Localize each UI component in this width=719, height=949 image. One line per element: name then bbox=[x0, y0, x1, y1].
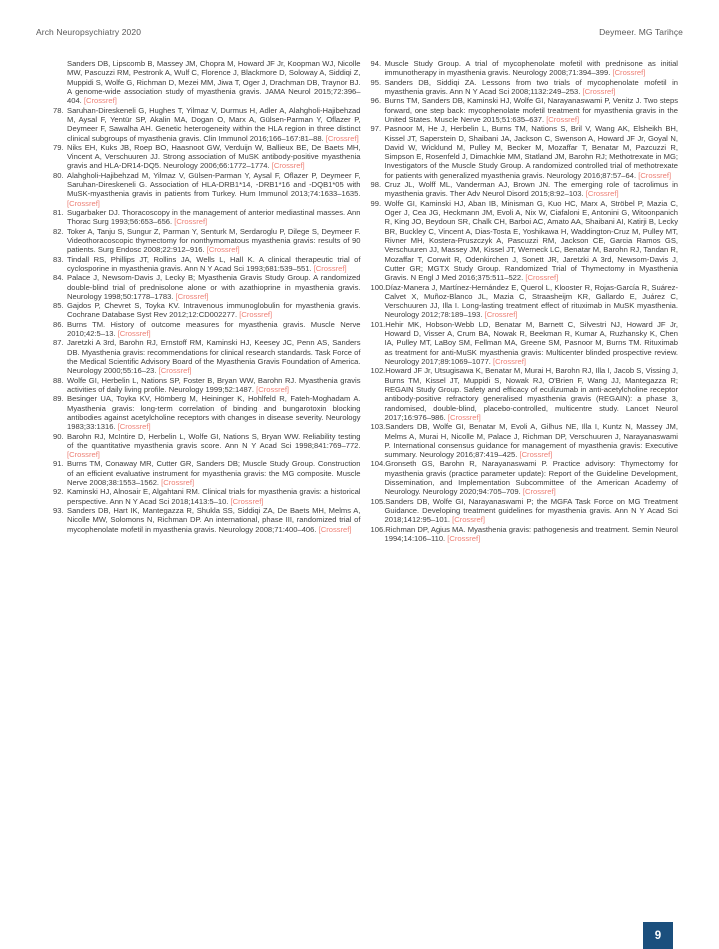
reference-text: Wolfe GI, Kaminski HJ, Aban IB, Minisman G, Kuo HC, Marx A, Ströbel P, Mazia C, Oger J, Cea JG, Heckmann JM, Evoli A, Nix W, Ciafaloni E, Antonini G, Witoonpanich R, King JO, Beydoun SR, Chalk CH, Barboi AC, Amato AA, Shaibani AI, Katirji B, Lecky BR, Buckley C, Vincent A, Dias-Tosta E, Yoshikawa H, Waddington-Cruz M, Pulley MT, Rivner MH, Kostera-Pruszczyk A, Pascuzzi RM, Jackson CE, Garcia Ramos GS, Verschuuren JJ, Massey JM, Kissel JT, Werneck LC, Benatar M, Barohn RJ, Tandan R, Mozaffar T, Conwit R, Odenkirchen J, Sonett JR, Jaretzki A 3rd, Newsom-Davis J, Cutter GR; MGTX Study Group. Randomized Trial of Thymectomy in Myasthenia Gravis. N Engl J Med 2016;375:511–522. bbox=[384, 198, 678, 283]
reference-text: Cruz JL, Wolff ML, Vanderman AJ, Brown JN. The emerging role of tacrolimus in myasthenia gravis. Ther Adv Neurol Disord 2015;8:92–103. bbox=[384, 180, 678, 199]
crossref-link[interactable]: [Crossref] bbox=[83, 96, 117, 106]
reference-number: 105. bbox=[370, 496, 386, 506]
reference-number: 97. bbox=[370, 124, 382, 134]
reference-number: 94. bbox=[370, 59, 382, 68]
reference-text: Muscle Study Group. A trial of mycophenolate mofetil with prednisone as initial immunotherapy in myasthenia gravis. Neurology 2008;71:394–399. bbox=[384, 59, 678, 78]
reference-item bbox=[53, 301, 361, 320]
reference-text: Besinger UA, Toyka KV, Hömberg M, Heininger K, Hohlfeld R, Fateh-Moghadam A. Myasthenia gravis: long-term correlation of binding and bungarotoxin blocking antibodies against acetylcholine receptors with changes in disease severity. Neurology 1983;33:1316. bbox=[67, 394, 361, 432]
reference-number: 88. bbox=[53, 375, 64, 385]
reference-item bbox=[53, 338, 361, 375]
reference-number: 89. bbox=[53, 394, 64, 404]
reference-number: 90. bbox=[53, 431, 64, 441]
reference-item bbox=[371, 283, 679, 320]
crossref-link[interactable]: [Crossref] bbox=[582, 86, 616, 96]
reference-number: 79. bbox=[53, 142, 64, 152]
reference-text: Richman DP, Agius MA. Myasthenia gravis: pathogenesis and treatment. Semin Neurol 1994;14:106–110. bbox=[384, 524, 678, 543]
reference-item bbox=[53, 459, 361, 487]
reference-number: 106. bbox=[370, 524, 386, 534]
crossref-link[interactable]: [Crossref] bbox=[117, 422, 151, 432]
page-header bbox=[36, 27, 683, 37]
crossref-link[interactable]: [Crossref] bbox=[67, 450, 100, 460]
reference-text: Sanders DB, Wolfe GI, Benatar M, Evoli A, Gilhus NE, Illa I, Kuntz N, Massey JM, Melms A, Murai H, Nicolle M, Palace J, Richman DP, Verschuuren J, Narayanaswami P. International consensus guidance for management of myasthenia gravis: Executive summary. Neurology 2016;87:419–425. bbox=[384, 422, 678, 460]
crossref-link[interactable]: [Crossref] bbox=[546, 114, 580, 124]
crossref-link[interactable]: [Crossref] bbox=[175, 291, 209, 301]
crossref-link[interactable]: [Crossref] bbox=[493, 357, 526, 366]
crossref-link[interactable]: [Crossref] bbox=[447, 412, 481, 422]
reference-text: Sanders DB, Lipscomb B, Massey JM, Chopra M, Howard JF Jr, Koopman WJ, Nicolle MW, Pascuzzi RM, Pestronk A, Wulf C, Florence J, Blackmore D, Soloway A, Siddiqi Z, Muppidi S, Wolfe G, Richman D, Mezei MM, Jiwa T, Oger J, Drachman DB, Traynor BJ. A genome-wide association study of myasthenia gravis. JAMA Neurol 2015;72:396–404. bbox=[67, 59, 361, 106]
reference-item bbox=[53, 143, 361, 171]
page-number-badge bbox=[643, 922, 673, 949]
reference-number: 93. bbox=[53, 506, 64, 515]
reference-text: Sugarbaker DJ. Thoracoscopy in the management of anterior mediastinal masses. Ann Thorac Surg 1993;56:653–656. bbox=[67, 208, 361, 227]
reference-item bbox=[371, 459, 679, 496]
crossref-link[interactable]: [Crossref] bbox=[206, 245, 240, 255]
reference-item bbox=[53, 432, 361, 460]
reference-item bbox=[53, 171, 361, 208]
reference-item bbox=[371, 78, 679, 97]
reference-item bbox=[53, 106, 361, 143]
reference-item bbox=[371, 59, 679, 78]
reference-text: Gronseth GS, Barohn R, Narayanaswami P. Practice advisory: Thymectomy for myasthenia gravis (practice parameter update): Report of the Guideline Development, Dissemination, and Implementation Subcommittee of the American Academy of Neurology. Neurology 2020;94:705–709. bbox=[384, 459, 678, 497]
reference-item bbox=[53, 59, 361, 106]
reference-text: Alahgholi-Hajibehzad M, Yilmaz V, Gülsen-Parman Y, Aysal F, Oflazer P, Deymeer F, Saruhan-Direskeneli G. Association of HLA-DRB1*14, -DRB1*16 and -DQB1*05 with MuSK-myasthenia gravis in patients from Turkey. Hum Immunol 2013;74:1633–1635. bbox=[67, 170, 361, 199]
reference-text: Sanders DB, Hart IK, Mantegazza R, Shukla SS, Siddiqi ZA, De Baets MH, Melms A, Nicolle MW, Solomons N, Richman DP. An international, phase III, randomized trial of mycophenolate mofetil in myasthenia gravis. Neurology 2008;71:400–406. bbox=[67, 506, 361, 534]
reference-number: 99. bbox=[370, 198, 382, 208]
reference-item bbox=[371, 422, 679, 459]
crossref-link[interactable]: [Crossref] bbox=[612, 68, 646, 78]
running-title: Deymeer. MG Tarihçe bbox=[599, 27, 683, 37]
reference-number: 104. bbox=[370, 459, 386, 469]
reference-number: 92. bbox=[53, 487, 64, 497]
crossref-link[interactable]: [Crossref] bbox=[447, 533, 481, 543]
reference-text: Wolfe GI, Herbelin L, Nations SP, Foster B, Bryan WW, Barohn RJ. Myasthenia gravis activities of daily living profile. Neurology 1999;52:1487. bbox=[67, 375, 361, 394]
crossref-link[interactable]: [Crossref] bbox=[484, 310, 518, 320]
reference-item bbox=[53, 394, 361, 431]
reference-number: 78. bbox=[53, 105, 64, 115]
reference-number: 102. bbox=[370, 366, 386, 376]
reference-item bbox=[371, 180, 679, 199]
reference-item bbox=[53, 506, 361, 534]
reference-number: 91. bbox=[53, 459, 64, 469]
crossref-link[interactable]: [Crossref] bbox=[519, 450, 553, 460]
reference-number: 82. bbox=[53, 226, 64, 236]
reference-number: 84. bbox=[53, 273, 64, 283]
reference-item bbox=[371, 96, 679, 124]
reference-text: Jaretzki A 3rd, Barohn RJ, Ernstoff RM, Kaminski HJ, Keesey JC, Penn AS, Sanders DB. Myasthenia gravis: recommendations for clinical research standards. Task Force of the Medical Scientific Advisory Board of the Myasthenia Gravis Foundation of America. Neurology 2000;55:16–23. bbox=[67, 338, 361, 376]
reference-item bbox=[371, 199, 679, 283]
reference-text: Palace J, Newsom-Davis J, Lecky B; Myasthenia Gravis Study Group. A randomized double-blind trial of prednisolone alone or with azathioprine in myasthenia gravis. Neurology 1998;50:1778–1783. bbox=[67, 273, 361, 301]
reference-text: Gajdos P, Chevret S, Toyka KV. Intravenous immunoglobulin for myasthenia gravis. Cochrane Database Syst Rev 2012;12:CD002277. bbox=[67, 301, 361, 320]
reference-number: 86. bbox=[53, 319, 64, 329]
reference-text: Pasnoor M, He J, Herbelin L, Burns TM, Nations S, Bril V, Wang AK, Elsheikh BH, Kissel JT, Saperstein D, Shaibani JA, Jackson C, Swenson A, Howard JF Jr, Goyal N, David W, Wicklund M, Pulley M, Becker M, Mozaffar T, Benatar M, Pazcuzzi R, Simpson E, Rosenfeld J, Dimachkie MM, Statland JM, Barohn RJ; Methotrexate in MG; Investigators of the Muscle Study Group. A randomized controlled trial of methotrexate for patients with generalized myasthenia gravis. Neurology 2016;87:57–64. bbox=[384, 124, 678, 180]
crossref-link[interactable]: [Crossref] bbox=[585, 189, 619, 199]
reference-item bbox=[53, 227, 361, 255]
crossref-link[interactable]: [Crossref] bbox=[230, 496, 264, 506]
reference-text: Hehir MK, Hobson-Webb LD, Benatar M, Barnett C, Silvestri NJ, Howard JF Jr, Howard D, Visser A, Crum BA, Nowak R, Beekman R, Kumar A, Ruzhansky K, Chen IA, Pulley MT, LaBoy SM, Fellman MA, Greene SM, Pasnoor M, Burns TM. Rituximab as treatment for anti-MuSK myasthenia gravis: Multicenter blinded prospective review. Neurology 2017;89:1069–1077. bbox=[384, 319, 678, 366]
references-section bbox=[53, 59, 678, 543]
journal-name: Arch Neuropsychiatry 2020 bbox=[36, 27, 142, 37]
reference-text: Saruhan-Direskeneli G, Hughes T, Yilmaz V, Durmus H, Adler A, Alahgholi-Hajibehzad M, Aysal F, Yentür SP, Akalin MA, Dogan O, Marx A, Gülsen-Parman Y, Oflazer P, Deymeer F, Sawalha AH. Genetic heterogeneity within the HLA region in three distinct clinical subgroups of myasthenia gravis. Clin Immunol 2016;166–167:81–88. bbox=[67, 105, 361, 143]
reference-item bbox=[371, 497, 679, 525]
reference-number: 100. bbox=[370, 282, 386, 292]
crossref-link[interactable]: [Crossref] bbox=[117, 329, 151, 339]
reference-number: 96. bbox=[370, 96, 382, 106]
reference-item bbox=[53, 487, 361, 506]
reference-number: 103. bbox=[370, 422, 386, 432]
reference-item bbox=[53, 255, 361, 274]
reference-text: Niks EH, Kuks JB, Roep BO, Haasnoot GW, Verduijn W, Ballieux BE, De Baets MH, Vincent A, Verschuuren JJ. Strong association of MuSK antibody-positive myasthenia gravis and HLA-DR14-DQ5. Neurology 2006;66:1772–1774. bbox=[67, 142, 361, 171]
reference-text: Sanders DB, Wolfe GI, Narayanaswami P; the MGFA Task Force on MG Treatment Guidance. Developing treatment guidelines for myasthenia gravis. Ann N Y Acad Sci 2018;1412:95–101. bbox=[384, 496, 678, 525]
crossref-link[interactable]: [Crossref] bbox=[313, 263, 347, 273]
reference-item bbox=[371, 366, 679, 422]
reference-text: Burns TM, Sanders DB, Kaminski HJ, Wolfe GI, Narayanaswami P, Venitz J. Two steps forward, one step back: mycophenolate mofetil treatment for myasthenia gravis in the United States. Muscle Nerve 2015;51:635–637. bbox=[384, 96, 678, 124]
reference-text: Sanders DB, Siddiqi ZA. Lessons from two trials of mycophenolate mofetil in myasthenia gravis. Ann N Y Acad Sci 2008;1132:249–253. bbox=[384, 77, 678, 96]
crossref-link[interactable]: [Crossref] bbox=[452, 515, 485, 525]
reference-item bbox=[53, 320, 361, 339]
reference-text: Burns TM, Conaway MR, Cutter GR, Sanders DB; Muscle Study Group. Construction of an efficient evaluative instrument for myasthenia gravis: the MG composite. Muscle Nerve 2008;38:1553–1562. bbox=[67, 459, 361, 488]
references-column-right bbox=[371, 59, 679, 543]
crossref-link[interactable]: [Crossref] bbox=[271, 161, 305, 171]
crossref-link[interactable]: [Crossref] bbox=[158, 366, 192, 376]
crossref-link[interactable]: [Crossref] bbox=[174, 217, 208, 227]
crossref-link[interactable]: [Crossref] bbox=[638, 170, 672, 180]
crossref-link[interactable]: [Crossref] bbox=[67, 198, 100, 208]
reference-text: Howard JF Jr, Utsugisawa K, Benatar M, Murai H, Barohn RJ, Illa I, Jacob S, Vissing J, Burns TM, Kissel JT, Muppidi S, Nowak RJ, O'Brien F, Wang JJ, Mantegazza R; REGAIN Study Group. Safety and efficacy of eculizumab in anti-acetylcholine receptor antibody-positive refractory generalised myasthenia gravis (REGAIN): a phase 3, randomised, double-blind, placebo-controlled, multicentre study. Lancet Neurol 2017;16:976–986. bbox=[384, 366, 678, 422]
reference-text: Kaminski HJ, Alnosair E, Algahtani RM. Clinical trials for myasthenia gravis: a historical perspective. Ann N Y Acad Sci 2018;1413:5–10. bbox=[67, 487, 361, 506]
reference-number: 101. bbox=[370, 319, 386, 329]
reference-number: 95. bbox=[370, 77, 382, 87]
crossref-link[interactable]: [Crossref] bbox=[522, 487, 556, 497]
page-number: 9 bbox=[654, 929, 662, 942]
crossref-link[interactable]: [Crossref] bbox=[325, 133, 359, 143]
reference-number: 85. bbox=[53, 301, 64, 311]
reference-text: Díaz-Manera J, Martínez-Hernández E, Querol L, Klooster R, Rojas-García R, Suárez-Calvet X, Muñoz-Blanco JL, Mazia C, Straasheijm KR, Gallardo E, Juárez C, Verschuuren JJ, Illa I. Long-lasting treatment effect of rituximab in MuSK myasthenia. Neurology 2012;78:189–193. bbox=[384, 282, 678, 320]
reference-text: Burns TM. History of outcome measures for myasthenia gravis. Muscle Nerve 2010;42:5–13. bbox=[67, 319, 361, 339]
reference-text: Barohn RJ, McIntire D, Herbelin L, Wolfe GI, Nations S, Bryan WW. Reliability testing of the quantitative myasthenia gravis score. Ann N Y Acad Sci 1998;841:769–772. bbox=[67, 431, 361, 450]
reference-item bbox=[53, 208, 361, 227]
reference-item bbox=[371, 525, 679, 544]
crossref-link[interactable]: [Crossref] bbox=[161, 478, 195, 488]
reference-item bbox=[53, 273, 361, 301]
crossref-link[interactable]: [Crossref] bbox=[318, 524, 352, 534]
reference-number: 83. bbox=[53, 254, 64, 264]
reference-number: 81. bbox=[53, 208, 64, 217]
reference-item bbox=[371, 320, 679, 367]
reference-number: 80. bbox=[53, 170, 64, 180]
reference-text: Toker A, Tanju S, Sungur Z, Parman Y, Senturk M, Serdaroglu P, Dilege S, Deymeer F. Videothoracoscopic thymectomy for nonthymomatous myasthenia gravis: results of 90 patients. Surg Endosc 2008;22:912–916. bbox=[67, 226, 361, 255]
reference-number: 98. bbox=[370, 180, 382, 190]
crossref-link[interactable]: [Crossref] bbox=[239, 310, 273, 320]
reference-text: Tindall RS, Phillips JT, Rollins JA, Wells L, Hall K. A clinical therapeutic trial of cyclosporine in myasthenia gravis. Ann N Y Acad Sci 1993;681:539–551. bbox=[67, 254, 361, 273]
reference-item bbox=[53, 376, 361, 395]
crossref-link[interactable]: [Crossref] bbox=[256, 384, 290, 394]
references-column-left bbox=[53, 59, 361, 543]
reference-item bbox=[371, 124, 679, 180]
crossref-link[interactable]: [Crossref] bbox=[525, 273, 559, 283]
reference-number: 87. bbox=[53, 338, 64, 348]
